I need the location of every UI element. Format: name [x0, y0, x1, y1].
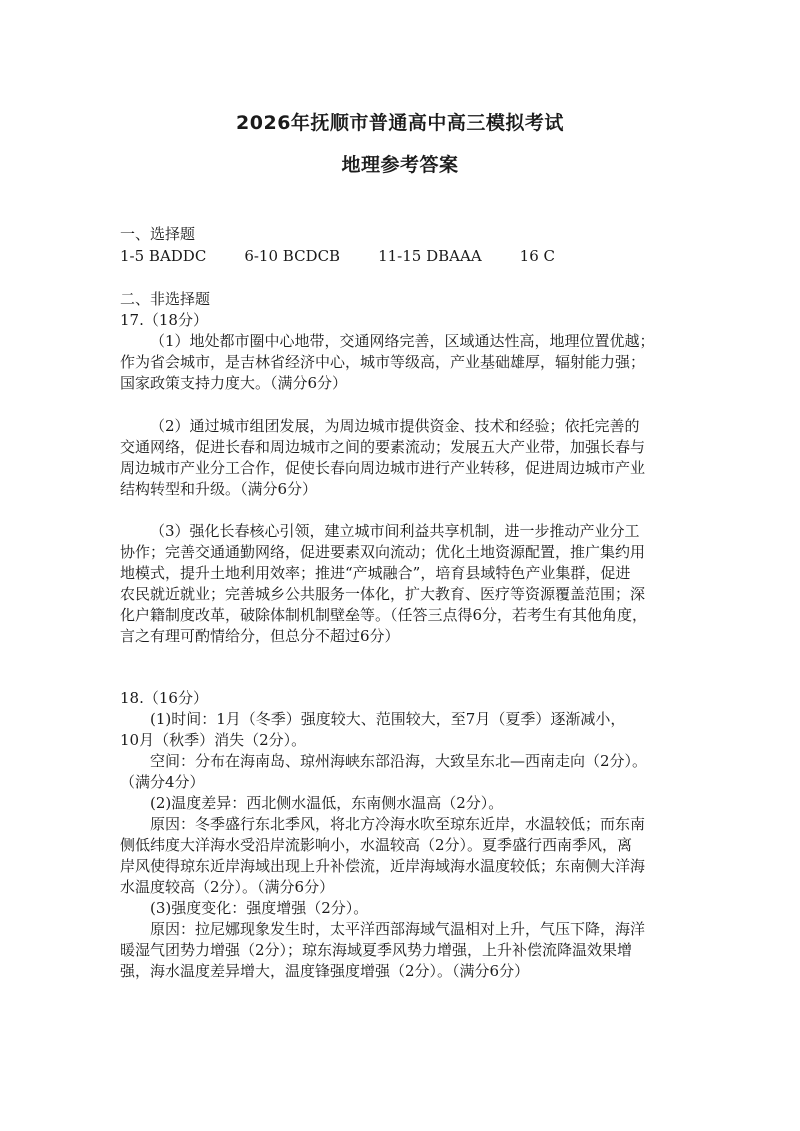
q18-line: 10月（秋季）消失（2分）。 — [120, 731, 307, 749]
mcq-answers-row — [120, 246, 555, 266]
q18-line: 水温度较高（2分）。（满分6分） — [120, 878, 335, 896]
q18-line: 原因：冬季盛行东北季风，将北方冷海水吹至琼东近岸，水温较低；而东南 — [150, 815, 646, 833]
q17-p2-line: 周边城市产业分工合作，促使长春向周边城市进行产业转移，促进周边城市产业 — [120, 459, 646, 477]
q17-p1-line: 作为省会城市，是吉林省经济中心，城市等级高，产业基础雄厚，辐射能力强； — [120, 353, 646, 371]
q18-label: 18.（16分） — [120, 689, 208, 707]
answer-key-title: 地理参考答案 — [341, 154, 459, 176]
exam-title: 2026年抚顺市普通高中高三模拟考试 — [236, 112, 564, 134]
q17-p1-line: 国家政策支持力度大。（满分6分） — [120, 374, 348, 392]
q17-p3-line: 化户籍制度改革，破除体制机制壁垒等。（任答三点得6分，若考生有其他角度， — [120, 606, 648, 624]
q17-p1-line: （1）地处都市圈中心地带，交通网络完善，区域通达性高，地理位置优越； — [150, 332, 655, 350]
q18-line: 暖湿气团势力增强（2分）；琼东海域夏季风势力增强，上升补偿流降温效果增 — [120, 941, 633, 959]
q17-p2-line: （2）通过城市组团发展，为周边城市提供资金、技术和经验；依托完善的 — [150, 417, 640, 435]
q18-line: 原因：拉尼娜现象发生时，太平洋西部海域气温相对上升，气压下降，海洋 — [150, 920, 646, 938]
mcq-answer-group: 1-5 BADDC — [120, 247, 207, 265]
mcq-answer-group: 16 C — [519, 247, 555, 265]
q17-p2-line: 结构转型和升级。（满分6分） — [120, 480, 318, 498]
q18-line: 强，海水温度差异增大，温度锋强度增强（2分）。（满分6分） — [120, 962, 530, 980]
q17-p2-line: 交通网络，促进长春和周边城市之间的要素流动；发展五大产业带，加强长春与 — [120, 438, 646, 456]
q17-p3-line: 地模式，提升土地利用效率；推进“产城融合”，培育县域特色产业集群，促进 — [120, 564, 631, 582]
q18-line: 岸风使得琼东近岸海域出现上升补偿流，近岸海域海水温度较低；东南侧大洋海 — [120, 857, 646, 875]
section1-heading: 一、选择题 — [120, 225, 196, 243]
q17-p3-line: 言之有理可酌情给分，但总分不超过6分） — [120, 627, 400, 645]
q17-p3-line: 协作；完善交通通勤网络，促进要素双向流动；优化土地资源配置，推广集约用 — [120, 543, 646, 561]
mcq-answer-group: 11-15 DBAAA — [378, 247, 482, 265]
q18-line: 空间：分布在海南岛、琼州海峡东部沿海，大致呈东北—西南走向（2分）。 — [150, 752, 648, 770]
q17-label: 17.（18分） — [120, 311, 208, 329]
mcq-answer-group: 6-10 BCDCB — [244, 247, 341, 265]
q18-line: (3)强度变化：强度增强（2分）。 — [150, 899, 369, 917]
q17-p3-line: 农民就近就业；完善城乡公共服务一体化，扩大教育、医疗等资源覆盖范围；深 — [120, 585, 646, 603]
q18-line: (1)时间：1月（冬季）强度较大、范围较大，至7月（夏季）逐渐减小， — [150, 710, 626, 728]
section2-heading: 二、非选择题 — [120, 290, 211, 308]
q18-line: (2)温度差异：西北侧水温低，东南侧水温高（2分）。 — [150, 794, 504, 812]
q18-line: （满分4分） — [120, 773, 205, 791]
q17-p3-line: （3）强化长春核心引领，建立城市间利益共享机制，进一步推动产业分工 — [150, 522, 640, 540]
q18-line: 侧低纬度大洋海水受沿岸流影响小，水温较高（2分）。夏季盛行西南季风，离 — [120, 836, 633, 854]
